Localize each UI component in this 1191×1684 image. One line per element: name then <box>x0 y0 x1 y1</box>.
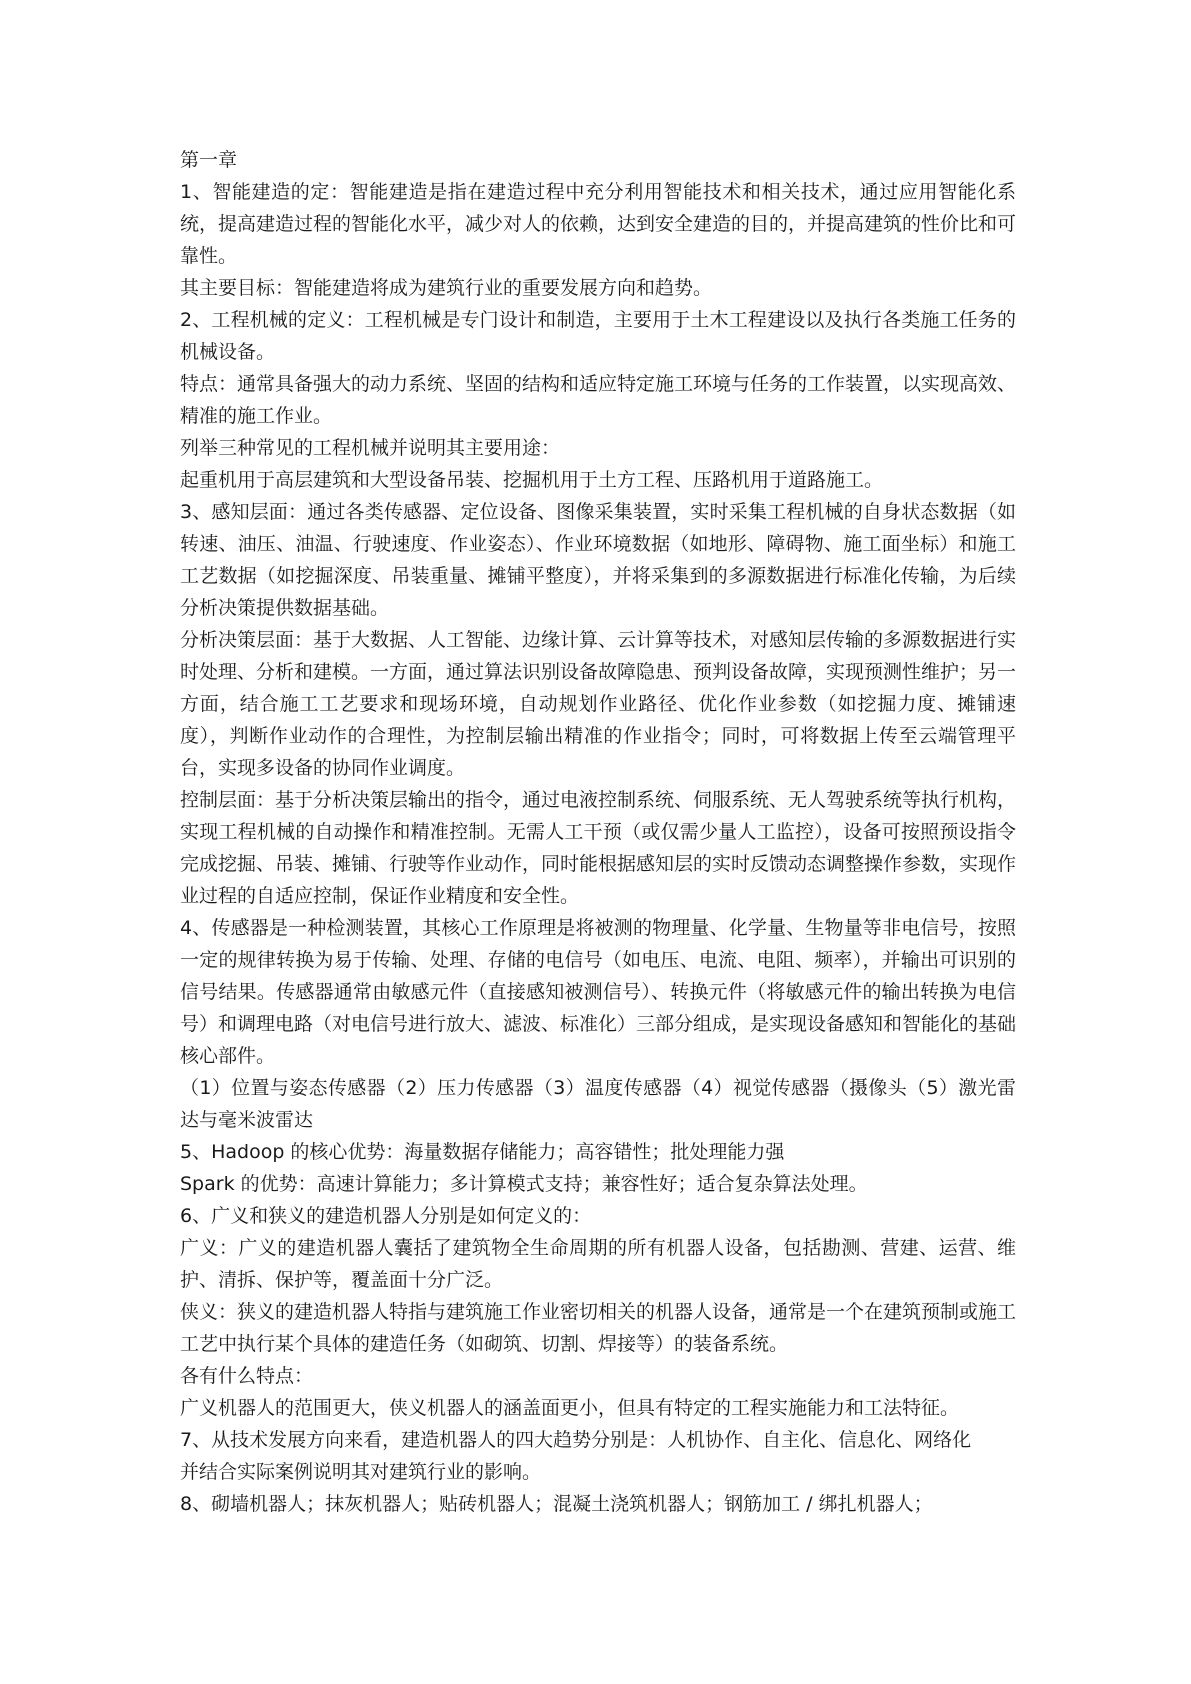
paragraph-9: 控制层面：基于分析决策层输出的指令，通过电液控制系统、伺服系统、无人驾驶系统等执行机构，实现工程机械的自动操作和精准控制。无需人工干预（或仅需少量人工监控），设备可按照预设指令完成挖掘、吊装、摊铺、行驶等作业动作，同时能根据感知层的实时反馈动态调整操作参数，实现作业过程的自适应控制，保证作业精度和安全性。 <box>180 789 1017 907</box>
chapter-title: 第一章 <box>180 149 238 171</box>
paragraph-13: Spark 的优势：高速计算能力；多计算模式支持；兼容性好；适合复杂算法处理。 <box>180 1173 868 1195</box>
paragraph-20: 并结合实际案例说明其对建筑行业的影响。 <box>180 1461 542 1483</box>
paragraph-2: 其主要目标：智能建造将成为建筑行业的重要发展方向和趋势。 <box>180 277 713 299</box>
paragraph-16: 侠义：狭义的建造机器人特指与建筑施工作业密切相关的机器人设备，通常是一个在建筑预制或施工工艺中执行某个具体的建造任务（如砌筑、切割、焊接等）的装备系统。 <box>180 1301 1017 1355</box>
paragraph-18: 广义机器人的范围更大，侠义机器人的涵盖面更小，但具有特定的工程实施能力和工法特征。 <box>180 1397 960 1419</box>
paragraph-7: 3、感知层面：通过各类传感器、定位设备、图像采集装置，实时采集工程机械的自身状态数据（如转速、油压、油温、行驶速度、作业姿态）、作业环境数据（如地形、障碍物、施工面坐标）和施工工艺数据（如挖掘深度、吊装重量、摊铺平整度），并将采集到的多源数据进行标准化传输，为后续分析决策提供数据基础。 <box>180 501 1016 619</box>
paragraph-10: 4、传感器是一种检测装置，其核心工作原理是将被测的物理量、化学量、生物量等非电信号，按照一定的规律转换为易于传输、处理、存储的电信号（如电压、电流、电阻、频率），并输出可识别的信号结果。传感器通常由敏感元件（直接感知被测信号）、转换元件（将敏感元件的输出转换为电信号）和调理电路（对电信号进行放大、滤波、标准化）三部分组成，是实现设备感知和智能化的基础核心部件。 <box>180 917 1017 1067</box>
paragraph-1: 1、智能建造的定：智能建造是指在建造过程中充分利用智能技术和相关技术，通过应用智能化系统，提高建造过程的智能化水平，减少对人的依赖，达到安全建造的目的，并提高建筑的性价比和可靠性。 <box>180 181 1017 267</box>
paragraph-14: 6、广义和狭义的建造机器人分别是如何定义的： <box>180 1205 592 1227</box>
paragraph-4: 特点：通常具备强大的动力系统、坚固的结构和适应特定施工环境与任务的工作装置，以实现高效、精准的施工作业。 <box>180 373 1017 427</box>
paragraph-21: 8、砌墙机器人；抹灰机器人；贴砖机器人；混凝土浇筑机器人；钢筋加工 / 绑扎机器人； <box>180 1493 933 1515</box>
paragraph-11: （1）位置与姿态传感器（2）压力传感器（3）温度传感器（4）视觉传感器（摄像头（5）激光雷达与毫米波雷达 <box>180 1077 1016 1131</box>
paragraph-12: 5、Hadoop 的核心优势：海量数据存储能力；高容错性；批处理能力强 <box>180 1141 785 1163</box>
paragraph-17: 各有什么特点： <box>180 1365 314 1387</box>
paragraph-6: 起重机用于高层建筑和大型设备吊装、挖掘机用于土方工程、压路机用于道路施工。 <box>180 469 884 491</box>
paragraph-15: 广义：广义的建造机器人囊括了建筑物全生命周期的所有机器人设备，包括勘测、营建、运营、维护、清拆、保护等，覆盖面十分广泛。 <box>180 1237 1016 1291</box>
document-page <box>180 144 1016 1520</box>
paragraph-19: 7、从技术发展方向来看，建造机器人的四大趋势分别是：人机协作、自主化、信息化、网络化 <box>180 1429 972 1451</box>
paragraph-3: 2、工程机械的定义：工程机械是专门设计和制造，主要用于土木工程建设以及执行各类施工任务的机械设备。 <box>180 309 1016 363</box>
paragraph-8: 分析决策层面：基于大数据、人工智能、边缘计算、云计算等技术，对感知层传输的多源数据进行实时处理、分析和建模。一方面，通过算法识别设备故障隐患、预判设备故障，实现预测性维护；另一方面，结合施工工艺要求和现场环境，自动规划作业路径、优化作业参数（如挖掘力度、摊铺速度），判断作业动作的合理性，为控制层输出精准的作业指令；同时，可将数据上传至云端管理平台，实现多设备的协同作业调度。 <box>180 629 1017 779</box>
paragraph-5: 列举三种常见的工程机械并说明其主要用途： <box>180 437 561 459</box>
